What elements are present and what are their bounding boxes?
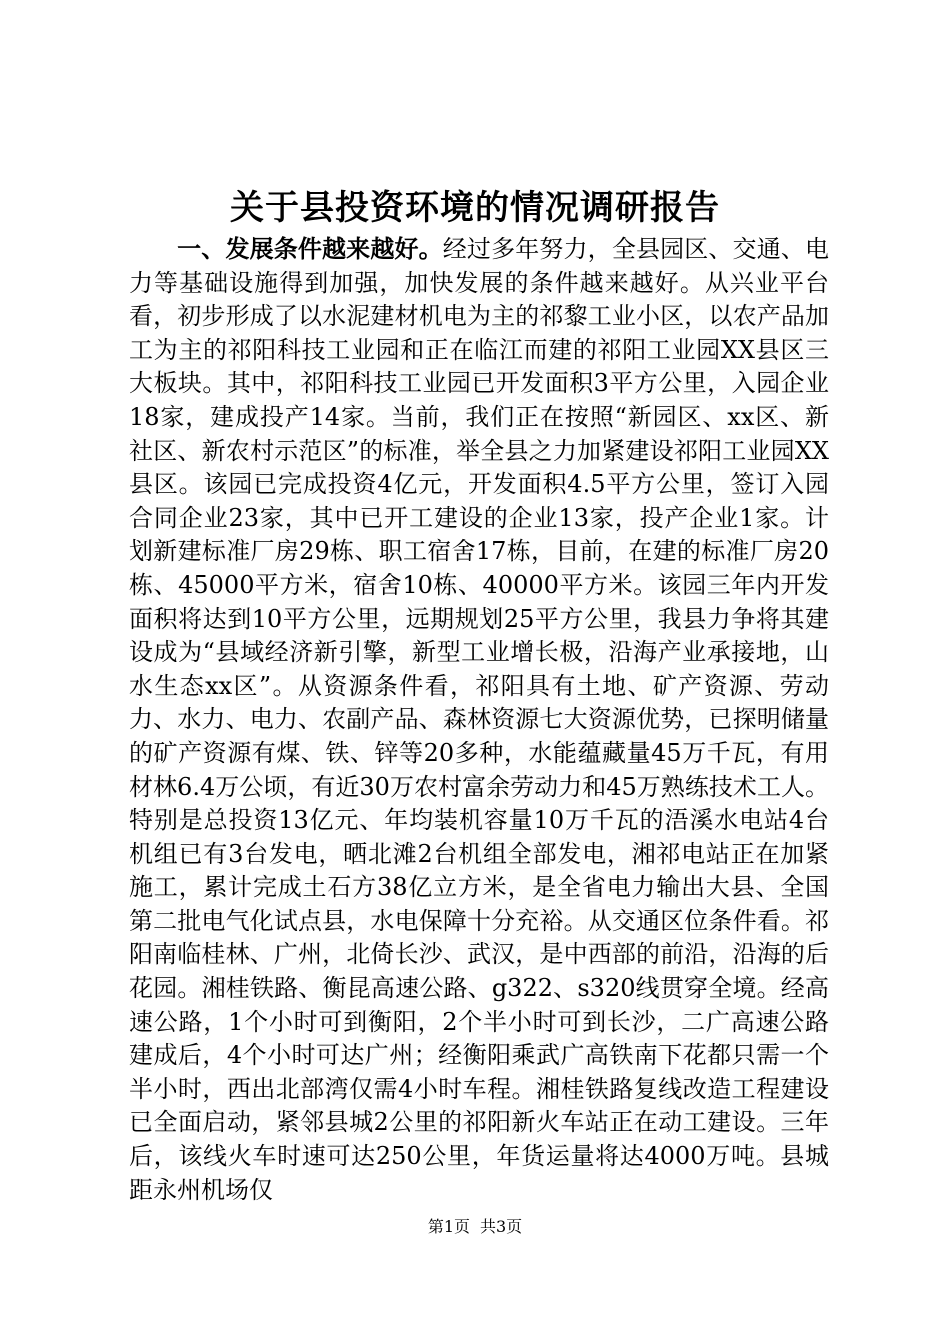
page-footer [0, 1216, 950, 1238]
document-title: 关于县投资环境的情况调研报告 [230, 188, 720, 228]
document-body [129, 232, 829, 1207]
page-number: 第1页 [427, 1217, 470, 1236]
section-heading: 一、发展条件越来越好。 [177, 234, 443, 263]
paragraph-text: 经过多年努力，全县园区、交通、电力等基础设施得到加强，加快发展的条件越来越好。从兴业平台看，初步形成了以水泥建材机电为主的祁黎工业小区，以农产品加工为主的祁阳科技工业园和正在临江而建的祁阳工业园XX县区三大板块。其中，祁阳科技工业园已开发面积3平方公里，入园企业18家，建成投产14家。当前，我们正在按照“新园区、xx区、新社区、新农村示范区”的标准，举全县之力加紧建设祁阳工业园XX县区。该园已完成投资4亿元，开发面积4.5平方公里，签订入园合同企业23家，其中已开工建设的企业13家，投产企业1家。计划新建标准厂房29栋、职工宿舍17栋，目前，在建的标准厂房20栋、45000平方米，宿舍10栋、40000平方米。该园三年内开发面积将达到10平方公里，远期规划25平方公里，我县力争将其建设成为“县域经济新引擎，新型工业增长极，沿海产业承接地，山水生态xx区”。从资源条件看，祁阳具有土地、矿产资源、劳动力、水力、电力、农副产品、森林资源七大资源优势，已探明储量的矿产资源有煤、铁、锌等20多种，水能蕴藏量45万千瓦，有用材林6.4万公顷，有近30万农村富余劳动力和45万熟练技术工人。特别是总投资13亿元、年均装机容量10万千瓦的浯溪水电站4台机组已有3台发电，晒北滩2台机组全部发电，湘祁电站正在加紧施工，累计完成土石方38亿立方米，是全省电力输出大县、全国第二批电气化试点县，水电保障十分充裕。从交通区位条件看。祁阳南临桂林、广州，北倚长沙、武汉，是中西部的前沿，沿海的后花园。湘桂铁路、衡昆高速公路、g322、s320线贯穿全境。经高速公路，1个小时可到衡阳，2个半小时可到长沙，二广高速公路建成后，4个小时可达广州；经衡阳乘武广高铁南下花都只需一个半小时，西出北部湾仅需4小时车程。湘桂铁路复线改造工程建设已全面启动，紧邻县城2公里的祁阳新火车站正在动工建设。三年后，该线火车时速可达250公里，年货运量将达4000万吨。县城距永州机场仅 [129, 235, 830, 1204]
page-total: 共3页 [480, 1217, 523, 1236]
